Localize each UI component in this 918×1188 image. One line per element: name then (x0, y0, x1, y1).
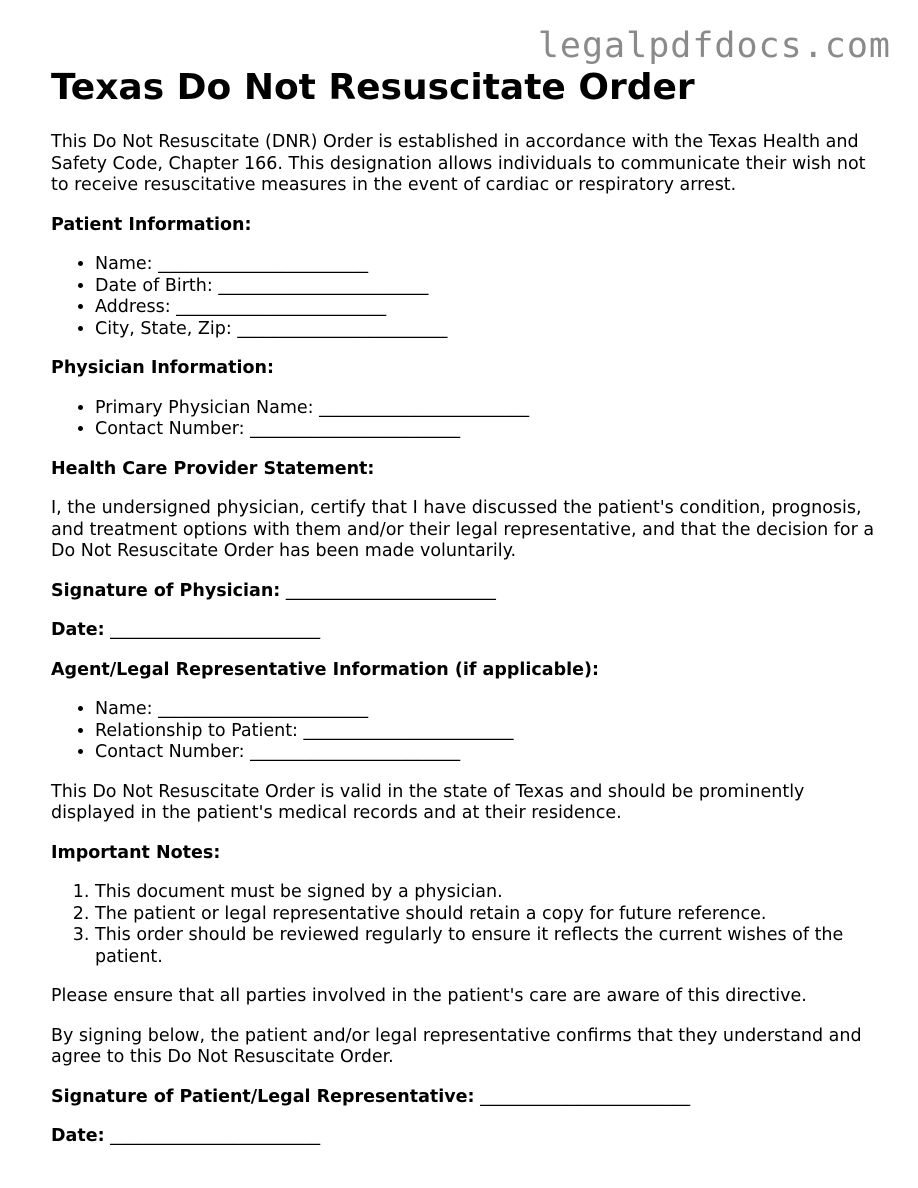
physician-contact-number-field: • Contact Number: ________________________ (95, 419, 881, 441)
agent-contact-number-blank[interactable]: ________________________ (250, 742, 461, 762)
patient-info-heading: Patient Information: (51, 214, 252, 235)
agent-info-list (51, 699, 881, 764)
patient-dob-field: • Date of Birth: ________________________ (95, 276, 881, 298)
intro-paragraph: This Do Not Resuscitate (DNR) Order is established in accordance with the Texas Health and Safety Code, Chapter 166. This designation allows individuals to communicate their wish not to receive resuscitative measures in the event of cardiac or respiratory arrest. (51, 132, 866, 195)
patient-city-state-zip-field: • City, State, Zip: ________________________ (95, 319, 881, 341)
physician-date-line (51, 620, 881, 642)
provider-statement-heading: Health Care Provider Statement: (51, 458, 375, 479)
agent-relationship-blank[interactable]: ________________________ (303, 720, 514, 741)
primary-physician-name-field: • Primary Physician Name: ________________________ (95, 398, 881, 420)
agent-name-blank[interactable]: ________________________ (158, 699, 369, 719)
physician-info-heading: Physician Information: (51, 358, 274, 378)
patient-name-field: • Name: ________________________ (95, 254, 881, 276)
physician-contact-number-blank[interactable]: ________________________ (250, 419, 461, 439)
patient-date-blank[interactable]: ________________________ (110, 1126, 321, 1146)
document-page (51, 66, 881, 1166)
patient-address-field: • Address: ________________________ (95, 297, 881, 319)
important-notes-heading: Important Notes: (51, 842, 221, 863)
note-item: 3. This order should be reviewed regularly to ensure it reflects the current wishes of the patient. (95, 925, 881, 968)
patient-signature-line (51, 1087, 881, 1109)
agent-contact-number-field: • Contact Number: ________________________ (95, 742, 881, 764)
primary-physician-name-blank[interactable]: ________________________ (319, 397, 530, 418)
watermark: legalpdfdocs.com (537, 26, 891, 66)
patient-dob-blank[interactable]: ________________________ (218, 275, 429, 296)
patient-info-list (51, 254, 881, 340)
agent-name-field: • Name: ________________________ (95, 699, 881, 721)
physician-signature-line (51, 581, 881, 603)
physician-signature-label: Signature of Physician: (51, 580, 281, 601)
document-title: Texas Do Not Resuscitate Order (51, 67, 695, 108)
confirmation-paragraph: By signing below, the patient and/or legal representative confirms that they understand and agree to this Do Not Resuscitate Order. (51, 1025, 862, 1067)
patient-city-state-zip-blank[interactable]: ________________________ (237, 318, 448, 339)
agent-info-heading: Agent/Legal Representative Information (if applicable): (51, 659, 599, 680)
validity-paragraph: This Do Not Resuscitate Order is valid in the state of Texas and should be prominently displayed in the patient's medical records and at their residence. (51, 781, 805, 823)
patient-date-line (51, 1126, 881, 1148)
provider-statement-text: I, the undersigned physician, certify that I have discussed the patient's condition, prognosis, and treatment options with them and/or their legal representative, and that the decision for a Do Not Resuscitate Order has been made voluntarily. (51, 498, 875, 561)
awareness-paragraph: Please ensure that all parties involved in the patient's care are aware of this directive. (51, 986, 807, 1006)
patient-signature-label: Signature of Patient/Legal Representative: (51, 1086, 475, 1107)
important-notes-list (51, 882, 881, 968)
patient-signature-blank[interactable]: ________________________ (480, 1086, 691, 1107)
note-item: 1. This document must be signed by a physician. (95, 882, 881, 904)
note-item: 2. The patient or legal representative should retain a copy for future reference. (95, 904, 881, 926)
patient-address-blank[interactable]: ________________________ (176, 297, 387, 317)
physician-signature-blank[interactable]: ________________________ (285, 580, 496, 601)
physician-info-list (51, 398, 881, 441)
patient-name-blank[interactable]: ________________________ (158, 254, 369, 274)
physician-date-label: Date: (51, 620, 105, 640)
patient-date-label: Date: (51, 1126, 105, 1146)
agent-relationship-field: • Relationship to Patient: ________________________ (95, 721, 881, 743)
physician-date-blank[interactable]: ________________________ (110, 620, 321, 640)
